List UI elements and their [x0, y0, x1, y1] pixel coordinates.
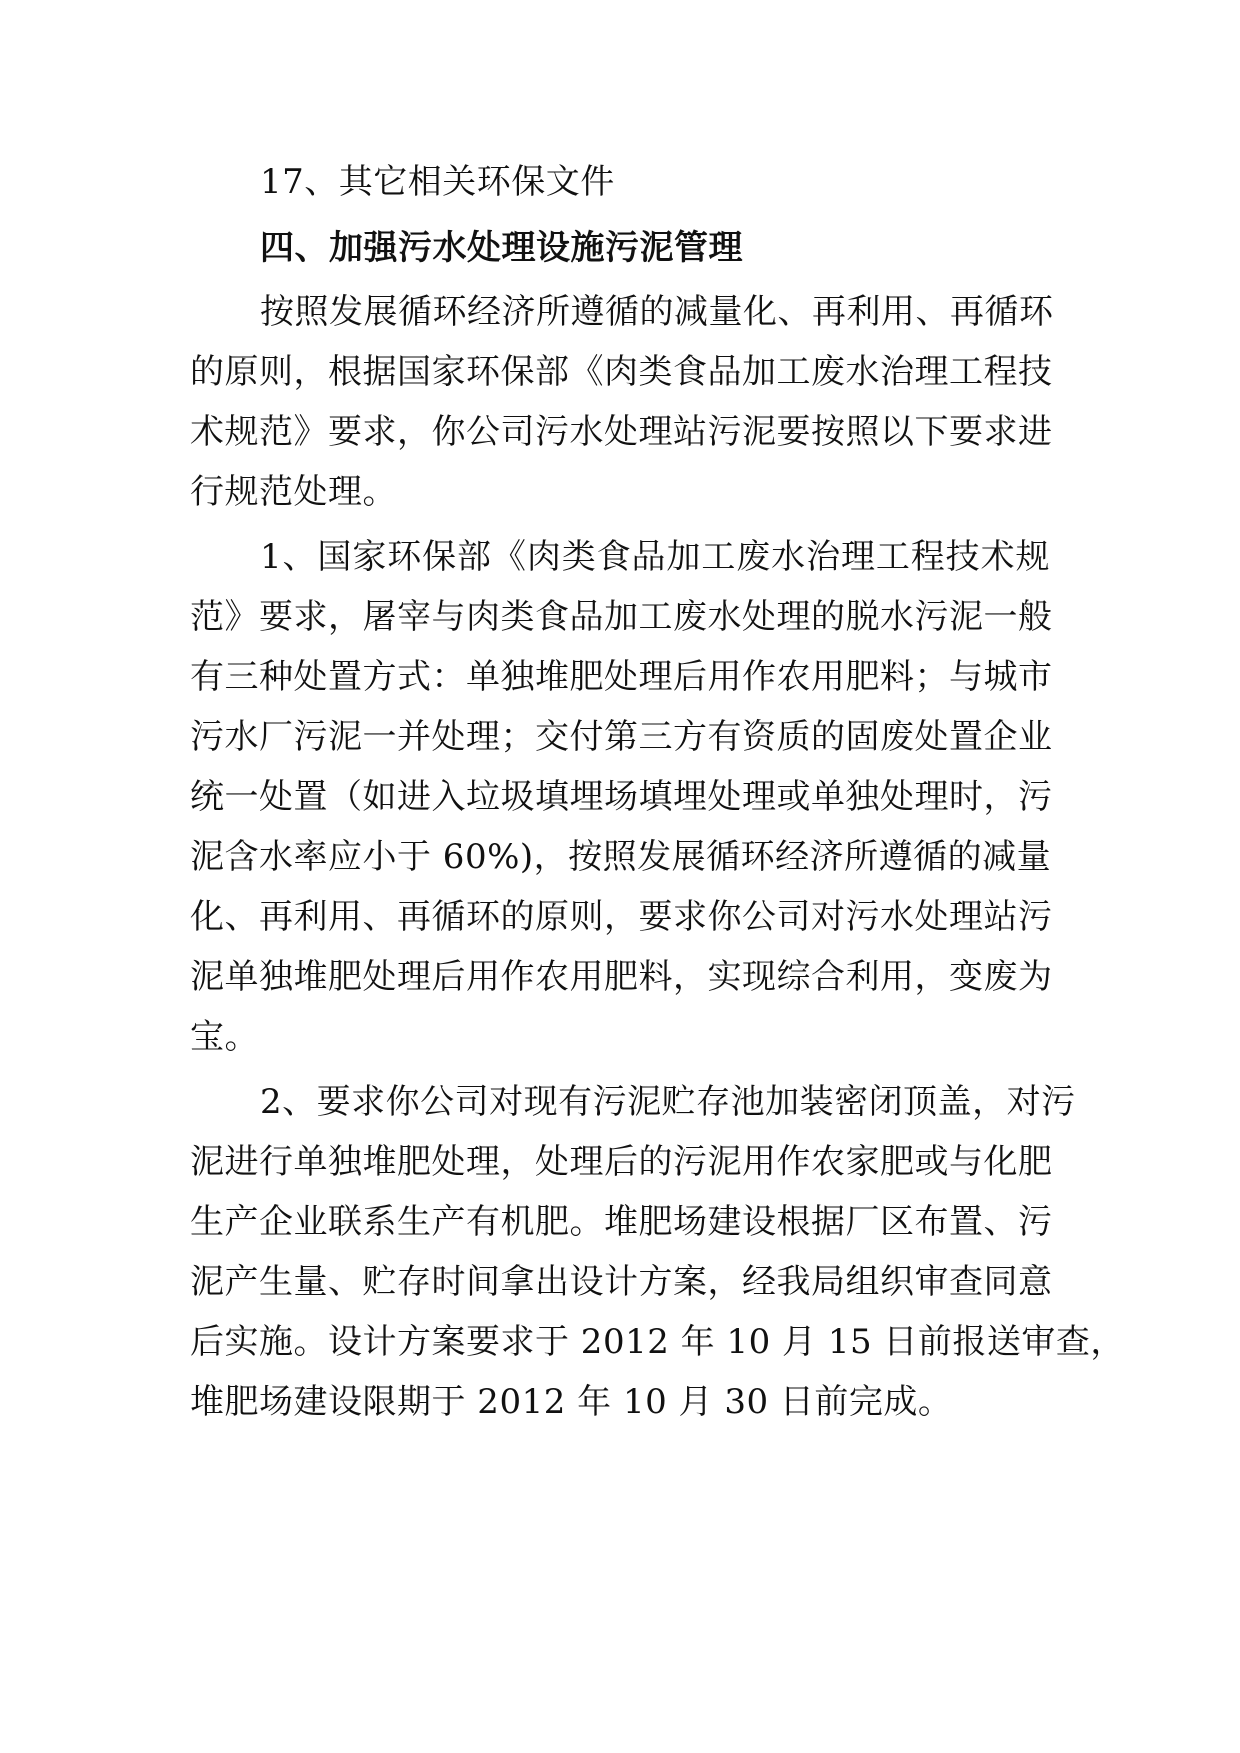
paragraph-line: 统一处置（如进入垃圾填埋场填埋处理或单独处理时，污 [190, 777, 1053, 817]
paragraph-line: 泥进行单独堆肥处理，处理后的污泥用作农家肥或与化肥 [190, 1142, 1053, 1182]
paragraph-line: 污水厂污泥一并处理；交付第三方有资质的固废处置企业 [190, 717, 1053, 757]
list-item-17: 17、其它相关环保文件 [260, 162, 615, 202]
paragraph-line: 有三种处置方式：单独堆肥处理后用作农用肥料；与城市 [190, 657, 1053, 697]
paragraph-line: 生产企业联系生产有机肥。堆肥场建设根据厂区布置、污 [190, 1202, 1053, 1242]
paragraph-line: 化、再利用、再循环的原则，要求你公司对污水处理站污 [190, 897, 1053, 937]
paragraph-line: 宝。 [190, 1017, 259, 1057]
paragraph-line: 范》要求，屠宰与肉类食品加工废水处理的脱水污泥一般 [190, 597, 1053, 637]
paragraph-line: 的原则，根据国家环保部《肉类食品加工废水治理工程技 [190, 352, 1053, 392]
section-heading: 四、加强污水处理设施污泥管理 [260, 228, 743, 268]
paragraph-line: 按照发展循环经济所遵循的减量化、再利用、再循环 [260, 292, 1054, 332]
paragraph-line: 泥单独堆肥处理后用作农用肥料，实现综合利用，变废为 [190, 957, 1053, 997]
paragraph-line: 泥含水率应小于 60%)，按照发展循环经济所遵循的减量 [190, 837, 1052, 877]
paragraph-line: 后实施。设计方案要求于 2012 年 10 月 15 日前报送审查， [190, 1322, 1125, 1362]
paragraph-line: 堆肥场建设限期于 2012 年 10 月 30 日前完成。 [190, 1382, 953, 1422]
paragraph-line: 1、国家环保部《肉类食品加工废水治理工程技术规 [260, 537, 1050, 577]
paragraph-line: 行规范处理。 [190, 472, 397, 512]
paragraph-line: 2、要求你公司对现有污泥贮存池加装密闭顶盖，对污 [260, 1082, 1076, 1122]
paragraph-line: 泥产生量、贮存时间拿出设计方案，经我局组织审查同意 [190, 1262, 1053, 1302]
paragraph-line: 术规范》要求，你公司污水处理站污泥要按照以下要求进 [190, 412, 1053, 452]
